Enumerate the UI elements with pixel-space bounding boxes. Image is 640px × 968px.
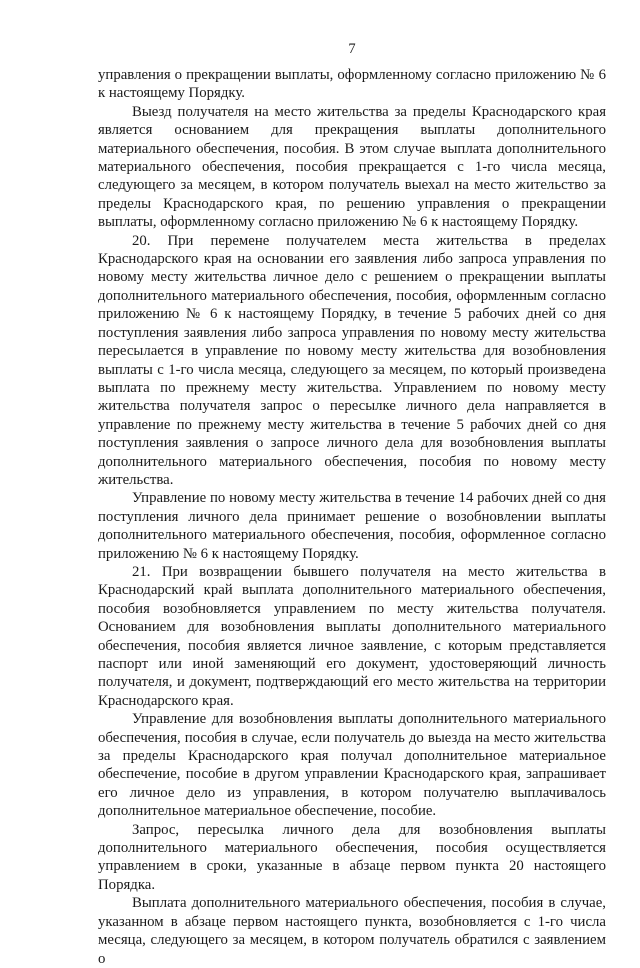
paragraph: управления о прекращении выплаты, оформленному согласно приложению № 6 к настоящему Порядку.	[98, 67, 606, 102]
paragraph: Запрос, пересылка личного дела для возобновления выплаты дополнительного материального обеспечения, пособия осуществляется управлением в сроки, указанные в абзаце первом пункта 20 настоящего Порядка.	[98, 821, 606, 893]
paragraph: 21. При возвращении бывшего получателя на место жительства в Краснодарский край выплата дополнительного материального обеспечения, пособия возобновляется управлением по месту жительства получателя. Основанием для возобновления выплаты дополнительного материального обеспечения, пособия является личное заявление, с которым представляется паспорт или иной заменяющий его документ, удостоверяющий личность получателя, и документ, подтверждающий его место жительства на территории Краснодарского края.	[98, 563, 606, 709]
paragraph: Выезд получателя на место жительства за пределы Краснодарского края является основанием для прекращения выплаты дополнительного материального обеспечения, пособия. В этом случае выплата дополнительного материального обеспечения, пособия прекращается с 1-го числа месяца, следующего за месяцем, в котором получатель выехал на место жительство за пределы Краснодарского края, по решению управления о прекращении выплаты, оформленному согласно приложению № 6 к настоящему Порядку.	[98, 103, 606, 231]
paragraph: Выплата дополнительного материального обеспечения, пособия в случае, указанном в абзаце первом настоящего пункта, возобновляется с 1-го числа месяца, следующего за месяцем, в котором получатель обратился с заявлением о	[98, 895, 606, 967]
paragraph: Управление для возобновления выплаты дополнительного материального обеспечения, пособия в случае, если получатель до выезда на место жительства за пределы Краснодарского края получал дополнительное материальное обеспечение, пособие в другом управлении Краснодарского края, запрашивает его личное дело из управления, в котором получателю выплачивалось дополнительное материальное обеспечение, пособие.	[98, 711, 606, 820]
paragraph: 20. При перемене получателем места жительства в пределах Краснодарского края на основании его заявления либо запроса управления по новому месту жительства личное дело с решением о прекращении выплаты дополнительного материального обеспечения, пособия, оформленным согласно приложению № 6 к настоящему Порядку, в течение 5 рабочих дней со дня поступления заявления либо запроса управления по новому месту жительства пересылается в управление по новому месту жительства для возобновления выплаты с 1-го числа месяца, следующего за месяцем, по который произведена выплата по прежнему месту жительства. Управлением по новому месту жительства получателя запрос о пересылке личного дела направляется в управление по прежнему месту жительства в течение 5 рабочих дней со дня поступления заявления о запросе личного дела для возобновления выплаты дополнительного материального обеспечения, пособия по новому месту жительства.	[98, 232, 606, 488]
document-page	[98, 40, 606, 968]
page-number: 7	[348, 41, 356, 57]
paragraph: Управление по новому месту жительства в течение 14 рабочих дней со дня поступления личного дела принимает решение о возобновлении выплаты дополнительного материального обеспечения, пособия, оформленное согласно приложению № 6 к настоящему Порядку.	[98, 490, 606, 562]
